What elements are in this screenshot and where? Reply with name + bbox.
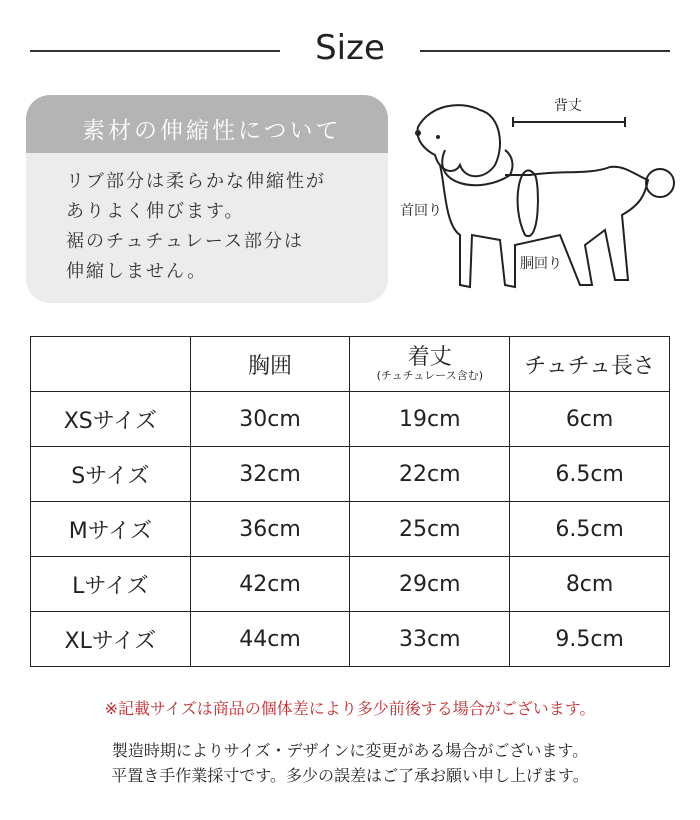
size-cell: XLサイズ: [31, 612, 191, 667]
dog-measurement-diagram: [400, 95, 690, 305]
header-label: 着丈: [407, 345, 452, 370]
size-cell: Mサイズ: [31, 502, 191, 557]
length-cell: 29cm: [350, 557, 510, 612]
dog-nose-icon: [415, 130, 421, 136]
chest-cell: 32cm: [190, 447, 350, 502]
length-cell: 33cm: [350, 612, 510, 667]
page-title: Size: [315, 28, 385, 68]
tutu-cell: 8cm: [510, 557, 670, 612]
tutu-cell: 6.5cm: [510, 447, 670, 502]
material-line: 裾のチュチュレース部分は: [66, 231, 305, 252]
girth-label: 胴回り: [520, 256, 562, 272]
table-header-row: [31, 337, 670, 392]
header-cell: [350, 337, 510, 392]
table-row: [31, 392, 670, 447]
material-line: ありよく伸びます。: [66, 201, 245, 222]
tutu-cell: 6.5cm: [510, 502, 670, 557]
dog-outline-icon: [417, 105, 500, 176]
info-line: 製造時期によりサイズ・デザインに変更がある場合がございます。: [111, 741, 589, 760]
table-row: [31, 612, 670, 667]
header-note: (チュチュレース含む): [376, 369, 483, 382]
chest-cell: 36cm: [190, 502, 350, 557]
tutu-cell: 9.5cm: [510, 612, 670, 667]
header-cell: [31, 337, 191, 392]
info-text: [0, 738, 700, 788]
table-row: [31, 502, 670, 557]
back-length-label: 背丈: [554, 98, 582, 114]
tutu-cell: 6cm: [510, 392, 670, 447]
table-row: [31, 557, 670, 612]
header-cell: 胸囲: [190, 337, 350, 392]
material-heading: 素材の伸縮性について: [26, 95, 388, 153]
header-cell: チュチュ長さ: [510, 337, 670, 392]
size-table: [30, 336, 670, 667]
length-cell: 25cm: [350, 502, 510, 557]
table-row: [31, 447, 670, 502]
material-line: リブ部分は柔らかな伸縮性が: [66, 171, 326, 192]
size-variance-note: ※記載サイズは商品の個体差により多少前後する場合がございます。: [104, 699, 596, 718]
neck-label: 首回り: [400, 203, 442, 219]
length-cell: 19cm: [350, 392, 510, 447]
chest-cell: 30cm: [190, 392, 350, 447]
material-info-box: [26, 95, 388, 303]
size-cell: XSサイズ: [31, 392, 191, 447]
size-cell: Lサイズ: [31, 557, 191, 612]
chest-cell: 42cm: [190, 557, 350, 612]
info-line: 平置き手作業採寸です。多少の誤差はご了承お願い申し上げます。: [111, 766, 589, 785]
length-cell: 22cm: [350, 447, 510, 502]
material-line: 伸縮しません。: [66, 261, 208, 282]
dog-eye-icon: [436, 135, 440, 139]
size-cell: Sサイズ: [31, 447, 191, 502]
chest-cell: 44cm: [190, 612, 350, 667]
